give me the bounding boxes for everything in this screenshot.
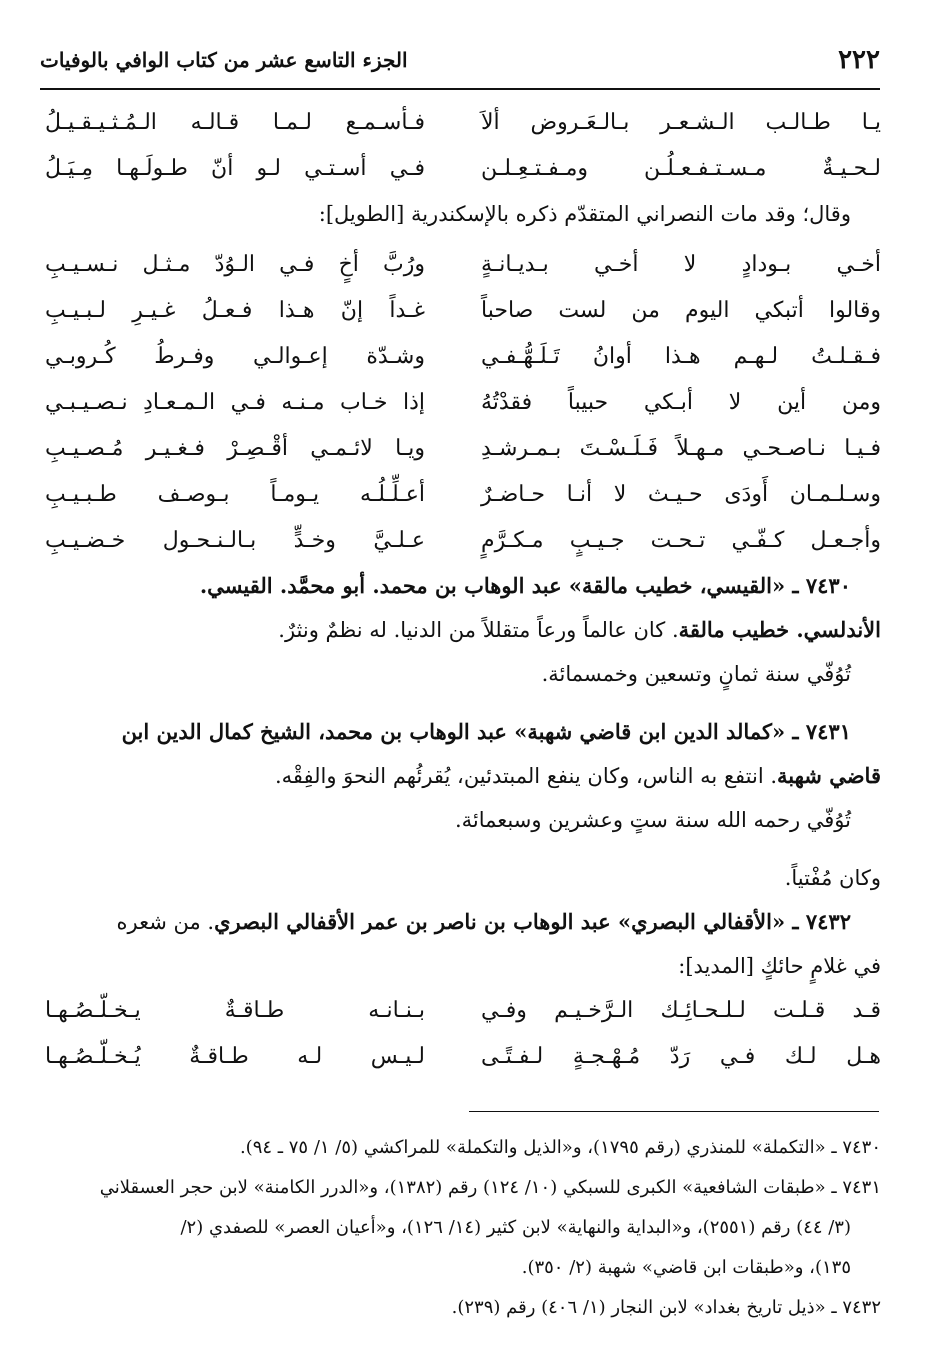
entry-heading — [45, 900, 881, 944]
verse-second-hemistich: غـداً إنّ هـذا فـعـلُ غـيـرِ لـبـيـبِ — [45, 298, 425, 323]
footnote-line: ٧٤٣٠ ـ «التكملة» للمنذري (رقم ١٧٩٥)، و«الذيل والتكملة» للمراكشي (٥/ ١/ ٧٥ ـ ٩٤). — [239, 1137, 881, 1158]
footnote-rule — [469, 1111, 879, 1112]
verse-second-hemistich: ورُبَّ أخٍ فـي الـوُدّ مـثـل نـسـيـبِ — [45, 252, 425, 277]
verse — [45, 472, 881, 518]
entry-death-line: تُوُفّي رحمه الله سنة ستٍ وعشرين وسبعمائة. — [454, 808, 851, 832]
entry-description: . كان عالماً ورعاً متقللاً من الدنيا. له نظمٌ ونثرٌ. — [278, 618, 679, 642]
verse-first-hemistich: وأجـعـل كـفّـي تـحـت جـيـبٍ مـكـرَّمٍ — [481, 528, 881, 553]
entry-text — [45, 608, 881, 652]
verse-first-hemistich: هـل لـك فـي رَدّ مُـهْـجـةٍ لـفـتًـى — [481, 1044, 881, 1069]
entry-text: في غلامٍ حائكٍ [المديد]: — [678, 954, 881, 978]
poem-3 — [45, 988, 881, 1080]
verse-second-hemistich: فـأسـمـع لـمـا قـالـه الـمُـثـيـقـيـلُ — [45, 110, 425, 135]
verse-second-hemistich: لـيـس لـه طـاقـةٌ يُـخـلّـصُـهـا — [45, 1044, 425, 1069]
verse — [45, 426, 881, 472]
entry-title: ٧٤٣٢ ـ «الأقفالي البصري» عبد الوهاب بن ناصر بن عمر الأقفالي البصري — [214, 909, 851, 934]
poem-2 — [45, 242, 881, 564]
verse-first-hemistich: لـحـيـةٌ مـسـتـفـعـلُـن ومـفـتـعِـلـن — [481, 156, 881, 181]
verse-first-hemistich: وسـلـمـان أَودَى حـيـث لا أنـا حـاضـرٌ — [481, 482, 881, 507]
verse-first-hemistich: أخـي بـودادٍ لا أخـي بـديـانـةٍ — [481, 252, 881, 277]
footnote-line: ٧٤٣٢ ـ «ذيل تاريخ بغداد» لابن النجار (١/ ٤٠٦) رقم (٢٣٩). — [451, 1297, 881, 1318]
verse-second-hemistich: أعـلِّـلُـه يـومـاً بـوصـف طـبـيـبِ — [45, 482, 425, 507]
verse-second-hemistich: بـنـانـه طـاقـةٌ يـخـلّـصُـهـا — [45, 998, 425, 1023]
verse — [45, 242, 881, 288]
running-title: الجزء التاسع عشر من كتاب الوافي بالوفيات — [40, 48, 408, 72]
footnotes — [45, 1128, 881, 1328]
verse — [45, 380, 881, 426]
verse-first-hemistich: قـد قـلـت لـلـحـائِـك الـرَّخـيـم وفـي — [481, 998, 881, 1023]
verse-first-hemistich: فـقـلـتُ لـهـم هـذا أوانُ تَـلَـهُّـفـي — [481, 344, 881, 369]
verse — [45, 518, 881, 564]
entry-name: الأندلسي. خطيب مالقة — [678, 617, 881, 642]
entry-text — [45, 754, 881, 798]
entry-7432 — [45, 900, 881, 988]
verse-first-hemistich: ومن أين لا أبـكي حبيباً فقدْتُهُ — [481, 390, 881, 415]
page-header — [40, 42, 880, 78]
poem-1 — [45, 100, 881, 192]
verse — [45, 100, 881, 146]
entry-heading: ٧٤٣٠ ـ «القيسي، خطيب مالقة» عبد الوهاب بن محمد. أبو محمَّد. القيسي. — [199, 573, 851, 598]
entry-7431 — [45, 710, 881, 900]
intro-line: وقال؛ وقد مات النصراني المتقدّم ذكره بالإسكندرية [الطويل]: — [318, 202, 851, 226]
entry-description: . انتفع به الناس، وكان ينفع المبتدئين، يُقرئُهم النحوَ والفِقْه. — [274, 764, 778, 788]
verse — [45, 988, 881, 1034]
verse-first-hemistich: يـا طـالـب الـشـعـر بـالـعَـروض ألاَ — [481, 110, 881, 135]
verse — [45, 334, 881, 380]
verse-second-hemistich: ويـا لائـمـي أقْـصِـرْ فـغـيـر مُـصـيـبِ — [45, 436, 425, 461]
footnote-line: (٣/ ٤٤) رقم (٢٥٥١)، و«البداية والنهاية» لابن كثير (١٤/ ١٢٦)، و«أعيان العصر» للصفدي (٢/ — [180, 1217, 851, 1238]
verse-second-hemistich: عـلـيَّ وخـدٍّ بـالـنـحـول خـضـيـبِ — [45, 528, 425, 553]
verse-second-hemistich: وشـدّة إعـوالـي وفـرطُ كُـروبـي — [45, 344, 425, 369]
entry-7430 — [45, 564, 881, 696]
verse — [45, 1034, 881, 1080]
verse-first-hemistich: وقالوا أتبكي اليوم من لست صاحباً — [481, 298, 881, 323]
verse-second-hemistich: فـي أسـتـي لـو أنّ طـولَـهـا مِـيَـلُ — [45, 156, 425, 181]
entry-note: وكان مُفْتياً. — [784, 866, 881, 890]
entry-death-line: تُوُفّي سنة ثمانٍ وتسعين وخمسمائة. — [541, 662, 851, 686]
page-number: ٢٢٢ — [838, 45, 880, 75]
entry-name: قاضي شهبة — [777, 763, 881, 788]
entry-heading: ٧٤٣١ ـ «كمالد الدين ابن قاضي شهبة» عبد الوهاب بن محمد، الشيخ كمال الدين ابن — [121, 719, 851, 744]
verse-second-hemistich: إذا خـاب مـنـه فـي الـمـعـادِ نـصـيـبـي — [45, 390, 425, 415]
header-rule — [40, 88, 880, 90]
footnote-line: ٧٤٣١ ـ «طبقات الشافعية» الكبرى للسبكي (١٠/ ١٢٤) رقم (١٣٨٢)، و«الدرر الكامنة» لابن حجر العسقلاني — [99, 1177, 881, 1198]
verse — [45, 146, 881, 192]
verse-first-hemistich: فـيـا نـاصـحـي مـهـلاً فَـلَـسْـتَ بـمـرشـدِ — [481, 436, 881, 461]
footnote-line: ١٣٥)، و«طبقات ابن قاضي» شهبة (٢/ ٣٥٠). — [521, 1257, 851, 1278]
entry-title-tail: . من شعره — [116, 910, 215, 934]
verse — [45, 288, 881, 334]
page-body — [45, 100, 881, 1080]
